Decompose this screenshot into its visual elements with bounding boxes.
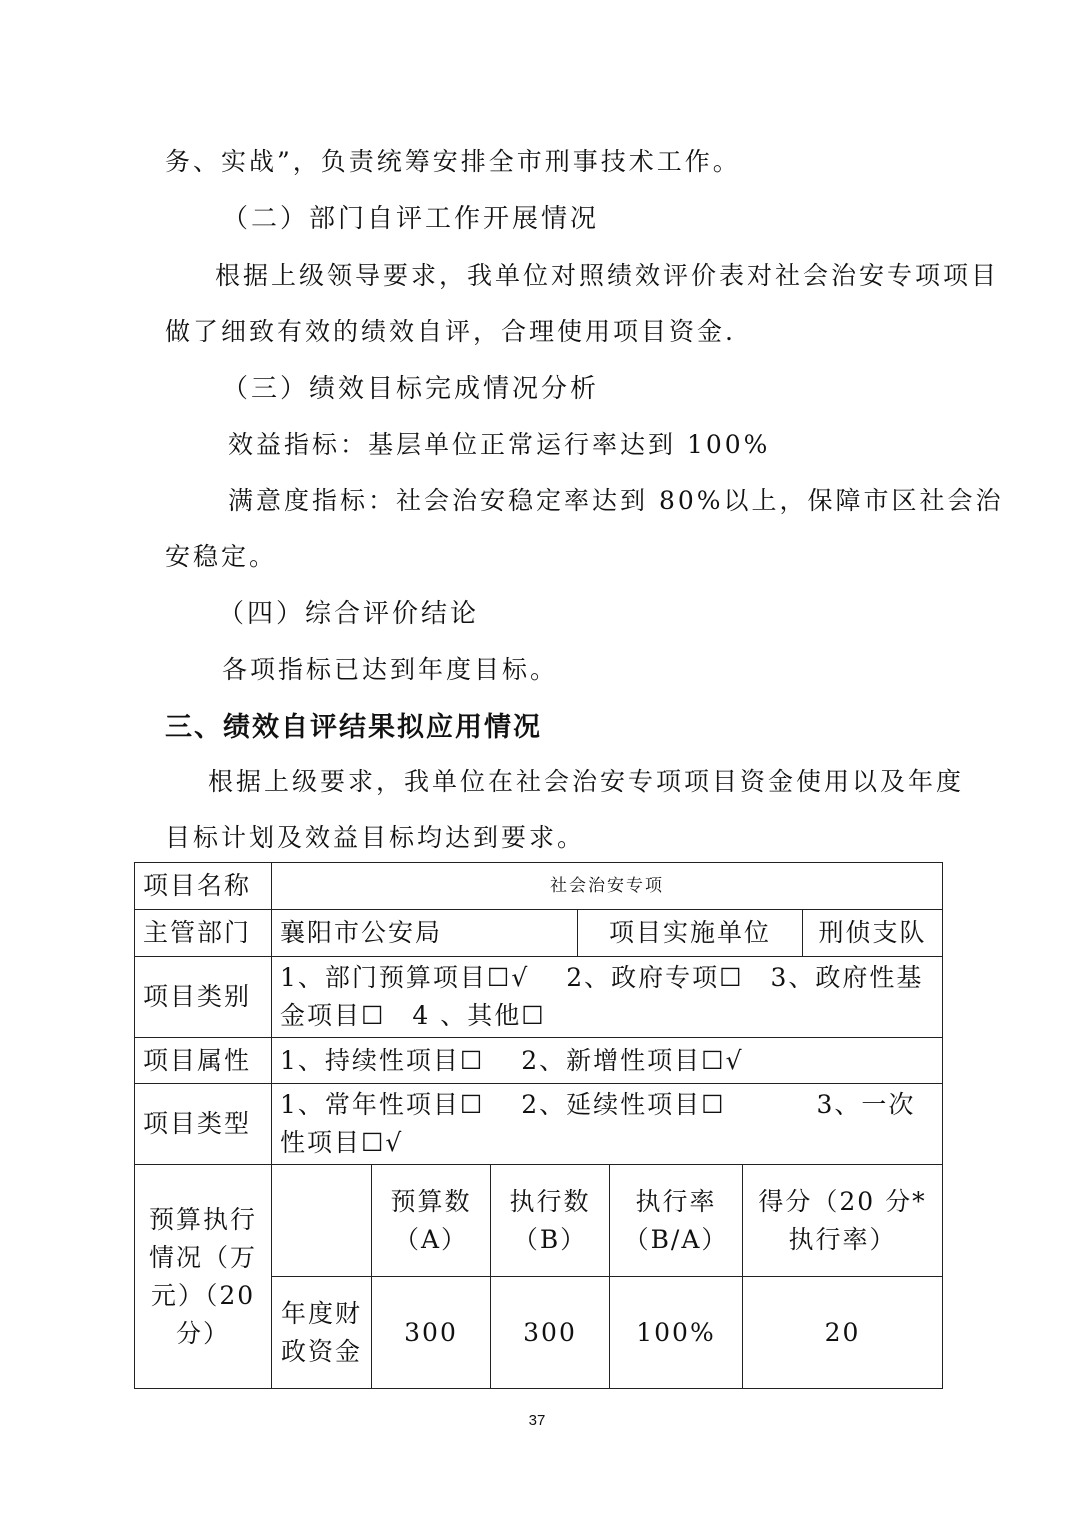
paragraph-continuation: 务、实战”，负责统筹安排全市刑事技术工作。 <box>165 147 741 176</box>
label-implementing-unit: 项目实施单位 <box>578 910 803 957</box>
table-row <box>135 863 943 910</box>
table-row <box>135 957 943 1038</box>
page-number: 37 <box>528 1412 546 1429</box>
label-department: 主管部门 <box>135 910 272 957</box>
benefit-indicator: 效益指标：基层单位正常运行率达到 100% <box>228 430 771 459</box>
label-project-attribute: 项目属性 <box>135 1038 272 1084</box>
subheading-4: （四）综合评价结论 <box>218 599 480 629</box>
blank-cell <box>272 1165 372 1277</box>
paragraph-5-line-1: 根据上级要求，我单位在社会治安专项项目资金使用以及年度 <box>208 767 965 796</box>
section-heading-3: 三、绩效自评结果拟应用情况 <box>165 712 542 743</box>
label-budget-execution: 预算执行情况（万元）（20 分） <box>135 1165 272 1389</box>
rate-value: 100% <box>610 1277 743 1389</box>
label-project-name: 项目名称 <box>135 863 272 910</box>
conclusion-text: 各项指标已达到年度目标。 <box>222 655 559 684</box>
row-label-annual-funds: 年度财政资金 <box>272 1277 372 1389</box>
project-attribute-value: 1、持续性项目☐ 2、新增性项目☐√ <box>272 1038 943 1084</box>
project-category-value: 1、部门预算项目☐√ 2、政府专项☐ 3、政府性基金项目☐ 4 、其他☐ <box>272 957 943 1038</box>
implementing-unit-value: 刑侦支队 <box>803 910 943 957</box>
score-value: 20 <box>743 1277 943 1389</box>
header-rate: 执行率（B/A） <box>610 1165 743 1277</box>
table-row <box>135 1038 943 1084</box>
paragraph-5-line-2: 目标计划及效益目标均达到要求。 <box>165 823 586 852</box>
project-name-value: 社会治安专项 <box>272 863 943 910</box>
satisfaction-indicator-line-1: 满意度指标：社会治安稳定率达到 80%以上，保障市区社会治 <box>228 486 1004 515</box>
performance-table <box>134 862 943 1389</box>
header-budget: 预算数（A） <box>372 1165 491 1277</box>
subheading-2: （二）部门自评工作开展情况 <box>222 204 600 234</box>
table-row <box>135 910 943 957</box>
paragraph-2-line-2: 做了细致有效的绩效自评，合理使用项目资金. <box>165 317 736 346</box>
subheading-3: （三）绩效目标完成情况分析 <box>222 374 600 404</box>
table-row <box>135 1084 943 1165</box>
label-project-type: 项目类型 <box>135 1084 272 1165</box>
header-score: 得分（20 分*执行率） <box>743 1165 943 1277</box>
executed-value: 300 <box>491 1277 610 1389</box>
satisfaction-indicator-line-2: 安稳定。 <box>165 542 278 571</box>
label-project-category: 项目类别 <box>135 957 272 1038</box>
header-executed: 执行数（B） <box>491 1165 610 1277</box>
department-value: 襄阳市公安局 <box>272 910 578 957</box>
budget-value: 300 <box>372 1277 491 1389</box>
table-row <box>135 1165 943 1277</box>
project-type-value: 1、常年性项目☐ 2、延续性项目☐ 3、一次性项目☐√ <box>272 1084 943 1165</box>
paragraph-2-line-1: 根据上级领导要求，我单位对照绩效评价表对社会治安专项项目 <box>215 261 1000 290</box>
